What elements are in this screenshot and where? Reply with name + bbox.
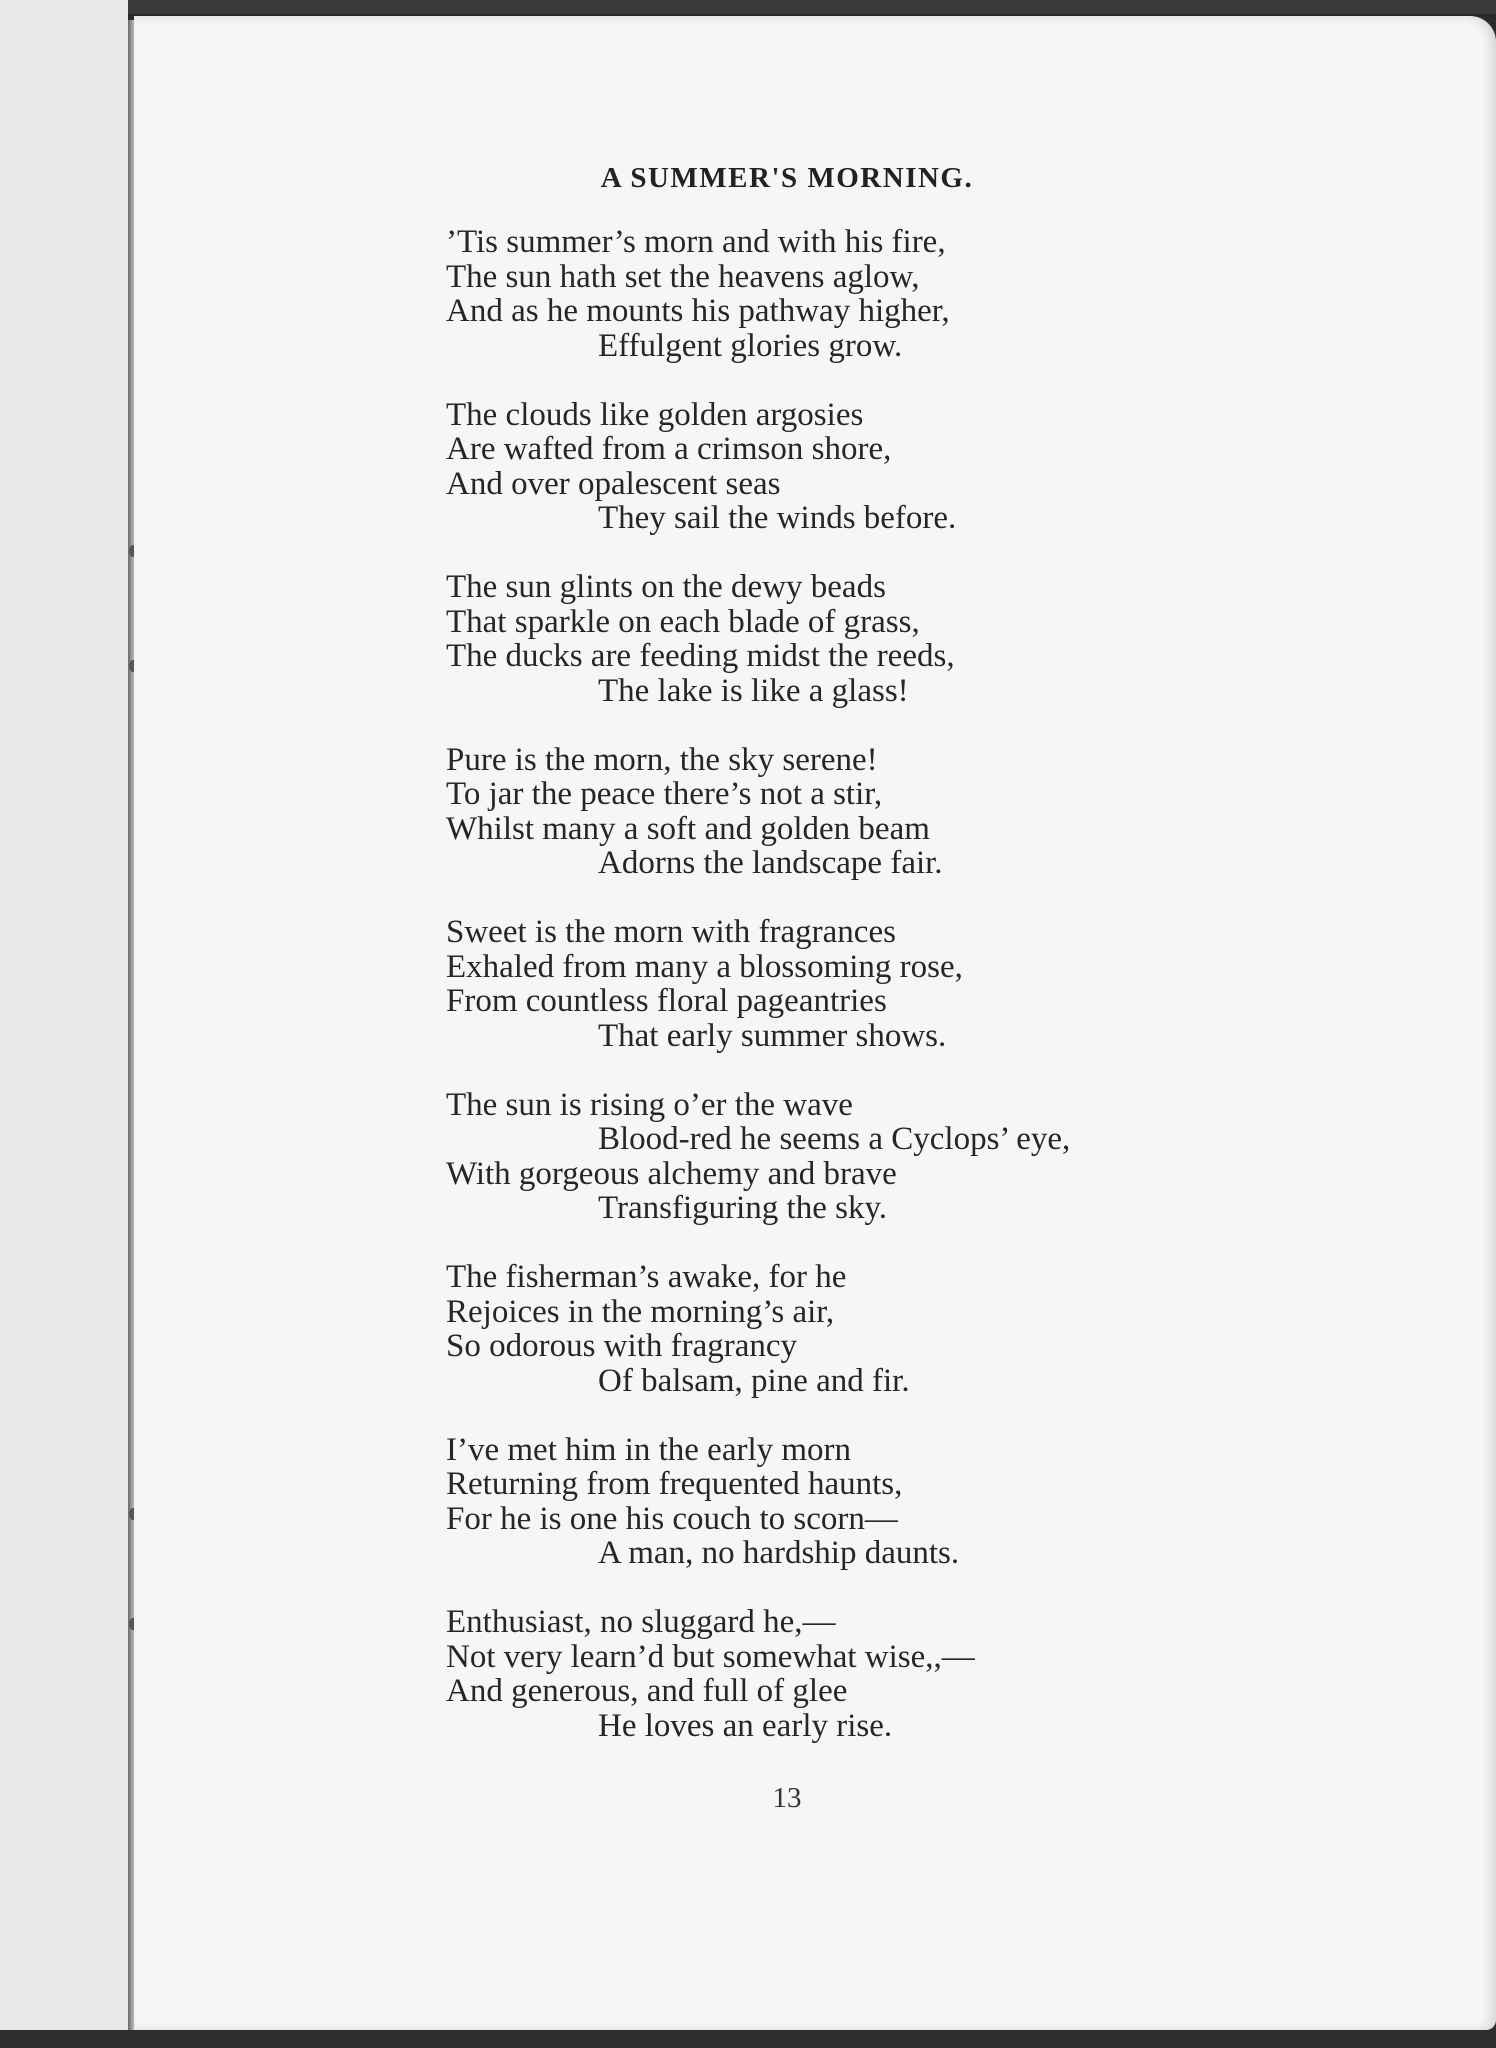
poem-line: I’ve met him in the early morn	[446, 1431, 852, 1468]
stanza	[446, 1088, 1070, 1226]
stanza	[446, 1605, 1070, 1743]
poem-line: To jar the peace there’s not a stir,	[446, 776, 883, 812]
poem-line: Blood-red he seems a Cyclops’ eye,	[598, 1121, 1071, 1157]
poem-line: With gorgeous alchemy and brave	[446, 1155, 897, 1192]
poem-title: A SUMMER'S MORNING.	[600, 162, 974, 194]
scan-border-left	[0, 0, 128, 2048]
stanza	[446, 915, 1070, 1053]
poem-line: Returning from frequented haunts,	[446, 1466, 903, 1502]
poem-line: And generous, and full of glee	[446, 1673, 848, 1709]
poem-line: Effulgent glories grow.	[598, 327, 903, 364]
poem-line: The ducks are feeding midst the reeds,	[446, 638, 955, 674]
poem-line: The fisherman’s awake, for he	[446, 1259, 847, 1295]
stanza	[446, 225, 1070, 363]
poem-line: That sparkle on each blade of grass,	[446, 603, 920, 640]
poem-line: Are wafted from a crimson shore,	[446, 431, 892, 467]
poem-line: Transfiguring the sky.	[598, 1190, 888, 1226]
poem-line: And as he mounts his pathway higher,	[446, 293, 950, 329]
poem-line: Enthusiast, no sluggard he,—	[446, 1604, 836, 1640]
poem-line: A man, no hardship daunts.	[598, 1535, 960, 1571]
poem-line: The sun is rising o’er the wave	[446, 1086, 853, 1123]
stanza	[446, 398, 1070, 536]
poem-line: Whilst many a soft and golden beam	[446, 810, 930, 847]
poem-line: ’Tis summer’s morn and with his fire,	[446, 224, 946, 260]
poem-line: The clouds like golden argosies	[446, 396, 864, 433]
poem-line: Pure is the morn, the sky serene!	[446, 741, 878, 778]
poem-line: So odorous with fragrancy	[446, 1328, 798, 1364]
poem-line: For he is one his couch to scorn—	[446, 1500, 898, 1537]
scan-border-bottom	[0, 2030, 1496, 2048]
scan-border-top	[0, 0, 1496, 14]
poem-line: Exhaled from many a blossoming rose,	[446, 948, 963, 985]
poem-line: The sun glints on the dewy beads	[446, 569, 886, 605]
poem-line: They sail the winds before.	[598, 500, 957, 536]
stanza	[446, 1260, 1070, 1398]
poem-line: Rejoices in the morning’s air,	[446, 1293, 835, 1330]
poem-line: From countless floral pageantries	[446, 983, 887, 1019]
poem-line: Not very learn’d but somewhat wise,,—	[446, 1638, 975, 1675]
poem-line: Of balsam, pine and fir.	[598, 1362, 910, 1399]
stanza	[446, 743, 1070, 881]
page-number: 13	[772, 1782, 802, 1814]
stanza	[446, 1433, 1070, 1571]
poem-line: Adorns the landscape fair.	[598, 845, 943, 881]
poem-body	[446, 225, 1070, 1778]
poem-line: That early summer shows.	[598, 1017, 947, 1054]
poem-line: The sun hath set the heavens aglow,	[446, 258, 920, 295]
stanza	[446, 570, 1070, 708]
poem-line: He loves an early rise.	[598, 1707, 893, 1744]
poem-line: And over opalescent seas	[446, 465, 781, 502]
poem-line: The lake is like a glass!	[598, 672, 909, 709]
poem-line: Sweet is the morn with fragrances	[446, 914, 896, 950]
